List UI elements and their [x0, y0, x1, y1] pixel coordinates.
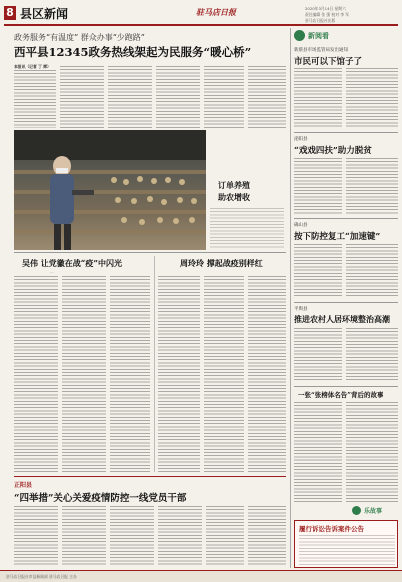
bottom-col-4 — [158, 506, 202, 566]
lead-col-3 — [108, 66, 152, 128]
story2-kicker: 泌阳县 — [294, 137, 308, 142]
story4-headline: 推进农村人居环境整治高潮 — [294, 314, 390, 324]
bottom-headline: “四举措”关心关爱疫情防控一线党员干部 — [14, 493, 187, 504]
story1-col-1 — [294, 68, 342, 128]
story-column-icon — [352, 506, 361, 515]
lead-col-4 — [156, 66, 200, 128]
lead-col-1 — [14, 70, 56, 128]
sidebar-tag — [294, 30, 398, 42]
section-title: 县区新闻 — [20, 7, 69, 21]
story3-headline: 按下防控复工“加速键” — [294, 232, 381, 242]
story5-col-1 — [294, 402, 342, 502]
sidebar-tag-icon — [294, 30, 305, 41]
story-column-tag — [352, 506, 398, 516]
lead-col-6 — [248, 66, 286, 128]
story3-col-2 — [346, 244, 398, 298]
mid-divider — [154, 256, 155, 472]
page-header — [0, 0, 402, 26]
editor-line: 责任编辑 张 强 校对 李 军 — [305, 12, 350, 17]
sidebar-divider — [290, 28, 291, 568]
bottom-col-3 — [110, 506, 154, 566]
notice-box — [294, 520, 398, 568]
story3-kicker: 确山县 — [294, 223, 308, 228]
left-mid-col-3 — [110, 276, 150, 472]
right-mid-col-3 — [248, 276, 286, 472]
left-mid-byline: ··· — [50, 270, 54, 275]
story3-rule — [294, 218, 398, 219]
right-mid-col-2 — [204, 276, 244, 472]
header-rule — [4, 24, 398, 26]
story-column-label: 乐故事 — [364, 508, 383, 515]
lead-byline: 本报讯（记者 丁 辉） — [14, 64, 51, 69]
left-mid-col-1 — [14, 276, 58, 472]
story4-col-2 — [346, 328, 398, 382]
right-mid-col-1 — [158, 276, 200, 472]
date-line: 2020年3月14日 星期六 — [305, 6, 346, 11]
story2-headline: “戏戏四扶”助力脱贫 — [294, 146, 372, 156]
lead-col-2 — [60, 66, 104, 128]
bottom-rule — [14, 476, 286, 477]
footer-text: 驻马店日报社市县新闻部 驻马店日报 主办 — [6, 574, 77, 579]
farm-photo-art — [14, 130, 206, 250]
story4-kicker: 平舆县 — [294, 307, 308, 312]
page-number-badge: 8 — [4, 6, 16, 20]
left-mid-headline: 吴伟 让党徽在战“疫”中闪光 — [22, 258, 122, 268]
photo-caption-subtitle: 助农增收 — [218, 192, 250, 202]
lead-headline: 西平县12345政务热线架起为民服务“暖心桥” — [14, 45, 252, 59]
bottom-kicker: 正阳县 — [14, 482, 33, 489]
pub-line: 驻马店日报社出版 — [305, 18, 336, 23]
footer-bar — [0, 570, 402, 582]
story5-rule — [294, 386, 398, 387]
photo-caption-box — [206, 130, 286, 250]
story2-col-1 — [294, 158, 342, 214]
masthead-logo: 驻马店日报 — [196, 7, 236, 17]
notice-title: 履行诉讼告诉案件公告 — [299, 525, 364, 533]
bottom-col-6 — [248, 506, 286, 566]
bottom-col-1 — [14, 506, 58, 566]
story4-rule — [294, 302, 398, 303]
story2-rule — [294, 132, 398, 133]
farm-photo — [14, 130, 206, 250]
right-mid-headline: 周玲玲 撑起战疫别样红 — [180, 258, 263, 268]
photo-caption-title: 订单养殖 — [218, 180, 250, 190]
story1-col-2 — [346, 68, 398, 128]
notice-text — [299, 535, 395, 565]
story5-col-2 — [346, 402, 398, 502]
story1-headline: 市民可以下馆子了 — [294, 57, 363, 67]
bottom-col-5 — [206, 506, 244, 566]
story4-col-1 — [294, 328, 342, 382]
lead-col-5 — [204, 66, 244, 128]
lead-kicker: 政务服务“有温度” 群众办事“少跑路” — [14, 33, 145, 42]
photo-caption-text — [210, 208, 284, 248]
story5-headline: 一张“张榜体名告”背后的故事 — [298, 391, 384, 399]
bottom-col-2 — [62, 506, 106, 566]
left-mid-col-2 — [62, 276, 106, 472]
story1-kicker: 新蔡县市场监管局发出通知 — [294, 48, 348, 53]
story2-col-2 — [346, 158, 398, 214]
sidebar-tag-label: 新阅看 — [308, 32, 329, 40]
story3-col-1 — [294, 244, 342, 298]
mid-rule — [14, 252, 286, 253]
